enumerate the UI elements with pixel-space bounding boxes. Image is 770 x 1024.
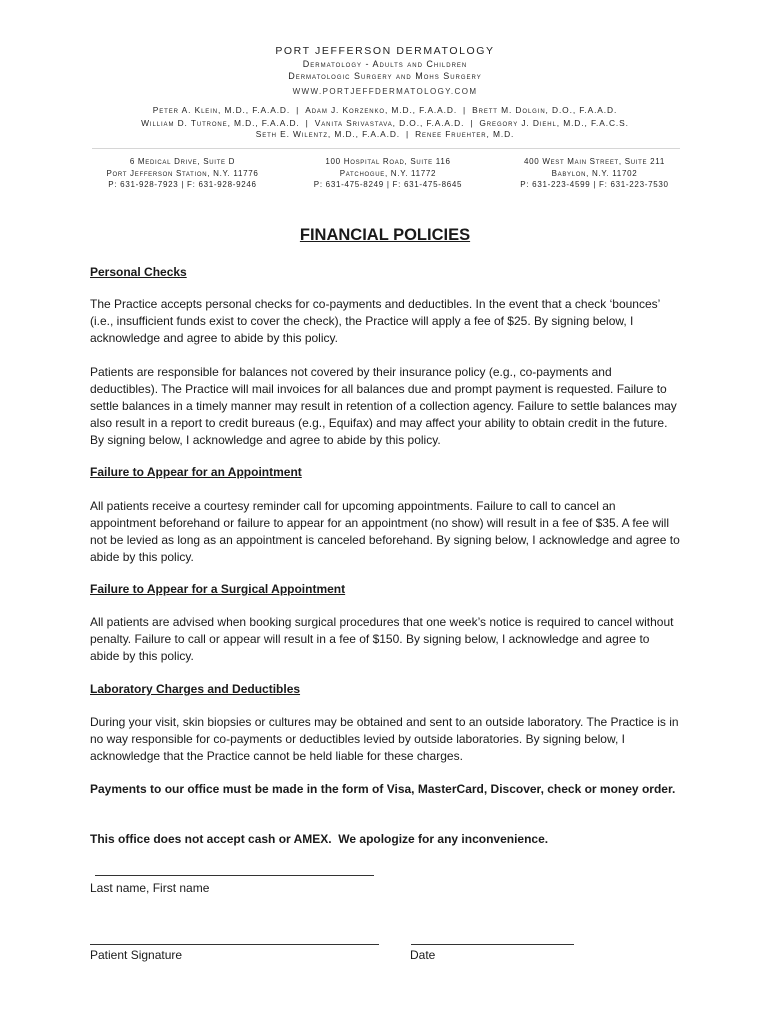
payment-methods-notice: Payments to our office must be made in the form of Visa, MasterCard, Discover, check or money order.	[90, 782, 676, 796]
letterhead-divider	[92, 148, 680, 149]
name-line[interactable]	[95, 875, 374, 876]
paragraph-laboratory-charges: During your visit, skin biopsies or cultures may be obtained and sent to an outside laboratory. The Practice is in no way responsible for co-payments or deductibles levied by outside laboratories. By signing below, I acknowledge that the Practice cannot be held liable for these charges.	[90, 715, 679, 763]
office-city: Patchogue, N.Y. 11772	[339, 168, 437, 178]
doctor-name: William D. Tutrone, M.D., F.A.A.D.	[141, 118, 300, 128]
patient-signature-label: Patient Signature	[90, 948, 183, 962]
separator: |	[305, 118, 309, 128]
doctor-name: Seth E. Wilentz, M.D., F.A.A.D.	[255, 129, 401, 139]
name-label: Last name, First name	[90, 881, 210, 895]
doctor-name: Renee Fruehter, M.D.	[415, 129, 515, 139]
office-address-babylon	[502, 156, 687, 191]
practice-subtitle-1: Dermatology - Adults and Children	[302, 59, 468, 69]
office-city: Port Jefferson Station, N.Y. 11776	[106, 168, 259, 178]
office-city: Babylon, N.Y. 11702	[551, 168, 638, 178]
doctors-row-1	[0, 105, 770, 115]
separator: |	[463, 105, 467, 115]
doctor-name: Gregory J. Diehl, M.D., F.A.C.S.	[479, 118, 629, 128]
patient-signature-line[interactable]	[90, 944, 379, 945]
doctors-row-2	[0, 118, 770, 128]
office-street: 6 Medical Drive, Suite D	[129, 157, 236, 166]
office-phone-fax: P: 631-223-4599 | F: 631-223-7530	[520, 180, 669, 189]
paragraph-surgical-appointment: All patients are advised when booking surgical procedures that one week’s notice is required to cancel without penalty. Failure to call or appear will result in a fee of $150. By signing below, I acknowledge and agree to abide by this policy.	[90, 615, 674, 663]
cash-amex-notice: This office does not accept cash or AMEX. We apologize for any inconvenience.	[90, 832, 549, 846]
doctor-name: Adam J. Korzenko, M.D., F.A.A.D.	[305, 105, 458, 115]
office-address-port-jefferson	[90, 156, 275, 191]
doctor-name: Brett M. Dolgin, D.O., F.A.A.D.	[472, 105, 618, 115]
separator: |	[470, 118, 474, 128]
practice-name: PORT JEFFERSON DERMATOLOGY	[275, 45, 495, 57]
separator: |	[296, 105, 300, 115]
date-label: Date	[410, 948, 436, 962]
paragraph-personal-checks: The Practice accepts personal checks for co-payments and deductibles. In the event that a check ‘bounces’ (i.e., insufficient funds exist to cover the check), the Practice will apply a fee of $25. By signing below, I acknowledge and agree to abide by this policy.	[90, 297, 660, 345]
office-street: 100 Hospital Road, Suite 116	[325, 157, 451, 166]
doctor-name: Peter A. Klein, M.D., F.A.A.D.	[152, 105, 291, 115]
separator: |	[406, 129, 410, 139]
office-street: 400 West Main Street, Suite 211	[523, 157, 666, 166]
office-phone-fax: P: 631-928-7923 | F: 631-928-9246	[108, 180, 257, 189]
section-heading-failure-to-appear: Failure to Appear for an Appointment	[90, 465, 302, 479]
doctors-row-3	[0, 129, 770, 139]
practice-subtitle-2: Dermatologic Surgery and Mohs Surgery	[288, 71, 482, 81]
section-heading-surgical-appointment: Failure to Appear for a Surgical Appointment	[90, 582, 346, 596]
date-line[interactable]	[411, 944, 574, 945]
office-address-patchogue	[295, 156, 481, 191]
doctor-name: Vanita Srivastava, D.O., F.A.A.D.	[314, 118, 465, 128]
document-title: FINANCIAL POLICIES	[299, 226, 471, 244]
office-phone-fax: P: 631-475-8249 | F: 631-475-8645	[313, 180, 463, 189]
paragraph-balances: Patients are responsible for balances not covered by their insurance policy (e.g., co-payments and deductibles). The Practice will mail invoices for all balances due and prompt payment is requested. Failure to settle balances in a timely manner may result in retention of a collection agency. Failure to settle balances may also result in a report to credit bureaus (e.g., Equifax) and may affect your ability to obtain credit in the future. By signing below, I acknowledge and agree to abide by this policy.	[90, 365, 677, 447]
section-heading-laboratory-charges: Laboratory Charges and Deductibles	[90, 682, 301, 696]
practice-website: WWW.PORTJEFFDERMATOLOGY.COM	[292, 87, 478, 96]
section-heading-personal-checks: Personal Checks	[90, 265, 187, 279]
paragraph-failure-to-appear: All patients receive a courtesy reminder call for upcoming appointments. Failure to call to cancel an appointment beforehand or failure to appear for an appointment (no show) will result in a fee of $35. A fee will not be levied as long as an appointment is canceled beforehand. By signing below, I acknowledge and agree to abide by this policy.	[90, 499, 680, 564]
